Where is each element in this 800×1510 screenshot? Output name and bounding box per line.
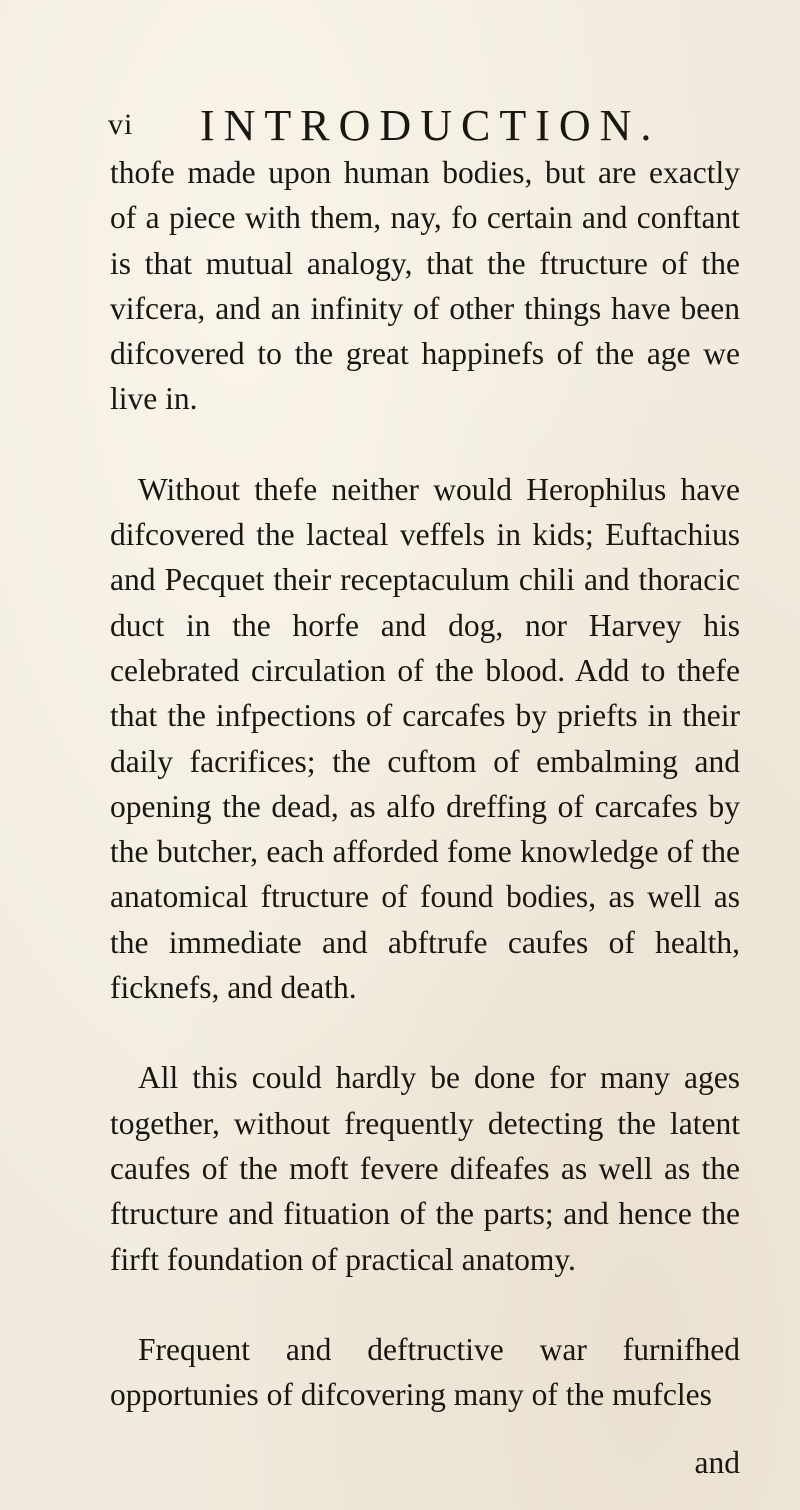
page-header <box>108 100 748 150</box>
paragraph-3: All this could hardly be done for many ages together, without frequently detecting the latent caufes of the moft fevere difeafes as well as the ftructure and fituation of the parts; and hence the firft foundation of practical anatomy. <box>110 1060 740 1277</box>
catchword: and <box>694 1445 740 1480</box>
body-text <box>110 150 740 1462</box>
paragraph-2: Without thefe neither would Herophilus have difcovered the lacteal veffels in kids; Euftachius and Pecquet their receptaculum chili and thoracic duct in the horfe and dog, nor Harvey his celebrated circulation of the blood. Add to thefe that the infpections of carcafes by priefts in their daily facrifices; the cuftom of embalming and opening the dead, as alfo dreffing of carcafes by the butcher, each afforded fome knowledge of the anatomical ftructure of found bodies, as well as the immediate and abftrufe caufes of health, ficknefs, and death. <box>110 471 740 1006</box>
paragraph-4: Frequent and deftructive war furnifhed opportunies of difcovering many of the mufcles <box>110 1331 740 1413</box>
running-head: INTRODUCTION. <box>200 101 661 150</box>
page-number: vi <box>108 108 134 141</box>
paragraph-1: thofe made upon human bodies, but are exactly of a piece with them, nay, fo certain and conftant is that mutual analogy, that the ftructure of the vifcera, and an infinity of other things have been difcovered to the great happinefs of the age we live in. <box>110 155 740 417</box>
